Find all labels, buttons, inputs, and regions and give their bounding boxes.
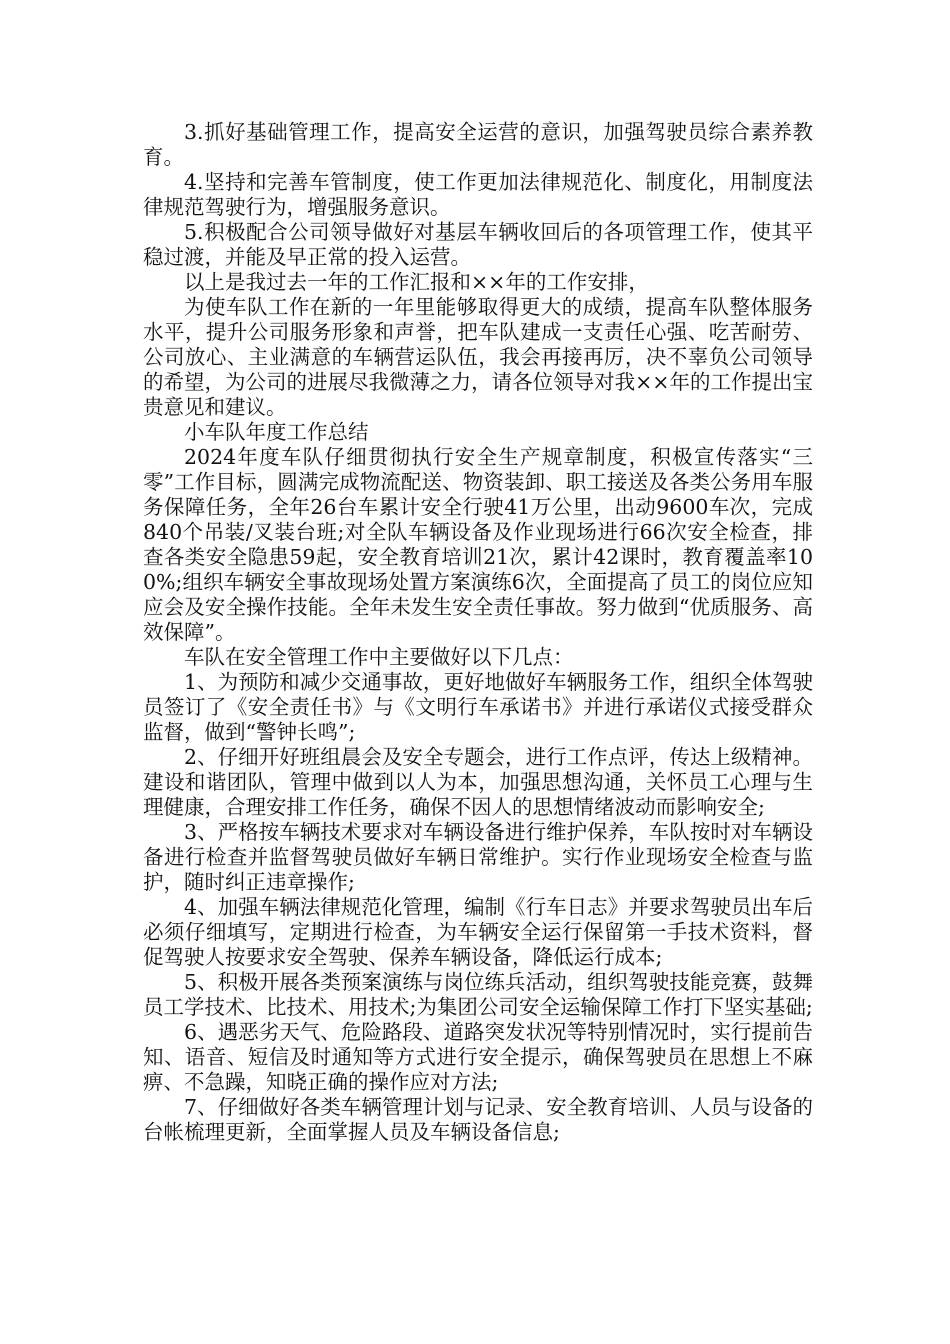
list-item-4: 4、加强车辆法律规范化管理，编制《行车日志》并要求驾驶员出车后必须仔细填写，定期进行检查，为车辆安全运行保留第一手技术资料，督促驾驶人按要求安全驾驶、保养车辆设备，降低运行成本;: [143, 895, 813, 969]
paragraph-annual-overview: 2024年度车队仔细贯彻执行安全生产规章制度，积极宣传落实“三零”工作目标，圆满完成物流配送、物资装卸、职工接送及各类公务用车服务保障任务，全年26台车累计安全行驶41万公里，出动9600车次，完成840个吊装/叉装台班;对全队车辆设备及作业现场进行66次安全检查，排查各类安全隐患59起，安全教育培训21次，累计42课时，教育覆盖率100%;组织车辆安全事故现场处置方案演练6次，全面提高了员工的岗位应知应会及安全操作技能。全年未发生安全责任事故。努力做到“优质服务、高效保障”。: [143, 445, 813, 644]
list-item-6: 6、遇恶劣天气、危险路段、道路突发状况等特别情况时，实行提前告知、语音、短信及时通知等方式进行安全提示，确保驾驶员在思想上不麻痹、不急躁，知晓正确的操作应对方法;: [143, 1020, 813, 1094]
paragraph-item-3: 3.抓好基础管理工作，提高安全运营的意识，加强驾驶员综合素养教育。: [143, 120, 813, 169]
list-item-1: 1、为预防和减少交通事故，更好地做好车辆服务工作，组织全体驾驶员签订了《安全责任书》与《文明行车承诺书》并进行承诺仪式接受群众监督，做到“警钟长鸣”;: [143, 670, 813, 744]
list-item-7: 7、仔细做好各类车辆管理计划与记录、安全教育培训、人员与设备的台帐梳理更新，全面掌握人员及车辆设备信息;: [143, 1095, 813, 1144]
paragraph-item-4: 4.坚持和完善车管制度，使工作更加法律规范化、制度化，用制度法律规范驾驶行为，增强服务意识。: [143, 170, 813, 219]
paragraph-key-points-intro: 车队在安全管理工作中主要做好以下几点：: [184, 645, 574, 669]
paragraph-summary-line: 以上是我过去一年的工作汇报和××年的工作安排，: [184, 270, 649, 294]
list-item-3: 3、严格按车辆技术要求对车辆设备进行维护保养，车队按时对车辆设备进行检查并监督驾驶员做好车辆日常维护。实行作业现场安全检查与监护，随时纠正违章操作;: [143, 820, 813, 894]
list-item-5: 5、积极开展各类预案演练与岗位练兵活动，组织驾驶技能竞赛，鼓舞员工学技术、比技术、用技术;为集团公司安全运输保障工作打下坚实基础;: [143, 970, 813, 1019]
list-item-2: 2、仔细开好班组晨会及安全专题会，进行工作点评，传达上级精神。建设和谐团队，管理中做到以人为本，加强思想沟通，关怀员工心理与生理健康，合理安排工作任务，确保不因人的思想情绪波动而影响安全;: [143, 745, 813, 819]
section-title: 小车队年度工作总结: [184, 420, 369, 444]
paragraph-item-5: 5.积极配合公司领导做好对基层车辆收回后的各项管理工作，使其平稳过渡，并能及早正常的投入运营。: [143, 220, 813, 269]
paragraph-closing: 为使车队工作在新的一年里能够取得更大的成绩，提高车队整体服务水平，提升公司服务形象和声誉，把车队建成一支责任心强、吃苦耐劳、公司放心、主业满意的车辆营运队伍，我会再接再厉，决不辜负公司领导的希望，为公司的进展尽我微薄之力，请各位领导对我××年的工作提出宝贵意见和建议。: [143, 295, 813, 419]
document-body: [143, 120, 813, 1145]
